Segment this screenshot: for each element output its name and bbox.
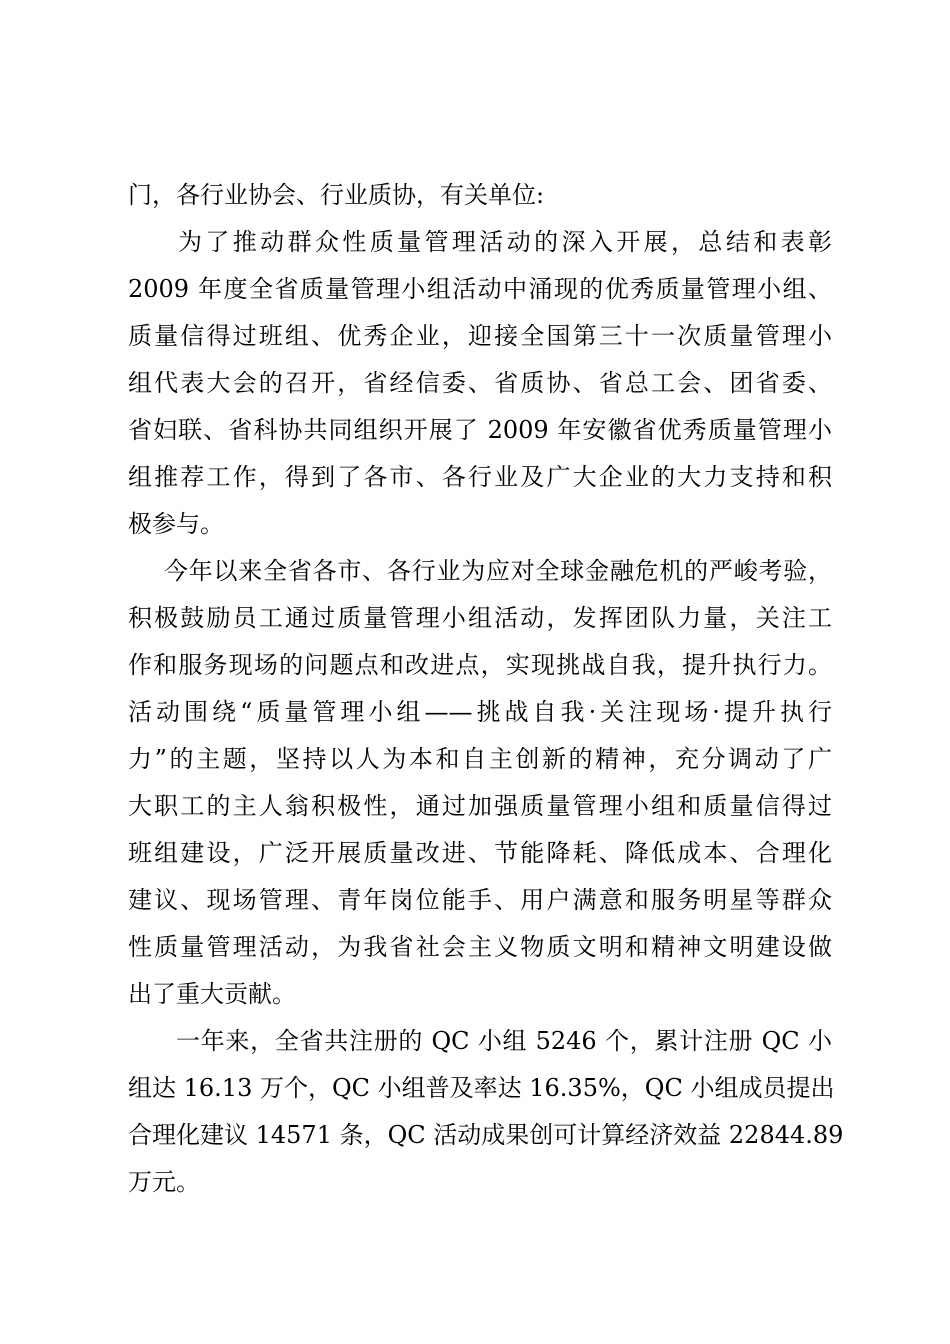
text-line: 质量信得过班组、优秀企业，迎接全国第三十一次质量管理小 — [128, 322, 832, 350]
text-line: 组代表大会的召开，省经信委、省质协、省总工会、团省委、 — [128, 369, 832, 397]
text-line: 万元。 — [128, 1168, 200, 1196]
paragraph-first-line: 为了推动群众性质量管理活动的深入开展，总结和表彰 — [178, 228, 832, 256]
text-line: 活动围绕“质量管理小组——挑战自我·关注现场·提升执行 — [128, 698, 832, 726]
text-line: 班组建设，广泛开展质量改进、节能降耗、降低成本、合理化 — [128, 839, 832, 867]
document-body — [128, 172, 844, 1206]
text-line: 积极鼓励员工通过质量管理小组活动，发挥团队力量，关注工 — [128, 604, 832, 632]
text-line: 极参与。 — [128, 510, 224, 538]
text-line: 组达 16.13 万个，QC 小组普及率达 16.35%，QC 小组成员提出 — [128, 1074, 835, 1102]
text-line: 大职工的主人翁积极性，通过加强质量管理小组和质量信得过 — [128, 792, 832, 820]
text-line: 合理化建议 14571 条，QC 活动成果创可计算经济效益 22844.89 — [128, 1121, 844, 1149]
text-line: 2009 年度全省质量管理小组活动中涌现的优秀质量管理小组、 — [128, 275, 832, 303]
text-line: 建议、现场管理、青年岗位能手、用户满意和服务明星等群众 — [128, 886, 832, 914]
text-line: 组推荐工作，得到了各市、各行业及广大企业的大力支持和积 — [128, 463, 832, 491]
paragraph-first-line: 今年以来全省各市、各行业为应对全球金融危机的严峻考验， — [164, 557, 832, 585]
text-line: 力”的主题，坚持以人为本和自主创新的精神，充分调动了广 — [128, 745, 832, 773]
text-line: 出了重大贡献。 — [128, 980, 296, 1008]
text-line: 性质量管理活动，为我省社会主义物质文明和精神文明建设做 — [128, 933, 832, 961]
text-line: 省妇联、省科协共同组织开展了 2009 年安徽省优秀质量管理小 — [128, 416, 832, 444]
text-line: 作和服务现场的问题点和改进点，实现挑战自我，提升执行力。 — [128, 651, 832, 679]
paragraph-first-line: 一年来，全省共注册的 QC 小组 5246 个，累计注册 QC 小 — [176, 1027, 832, 1055]
text-line: 门，各行业协会、行业质协，有关单位: — [128, 181, 545, 209]
